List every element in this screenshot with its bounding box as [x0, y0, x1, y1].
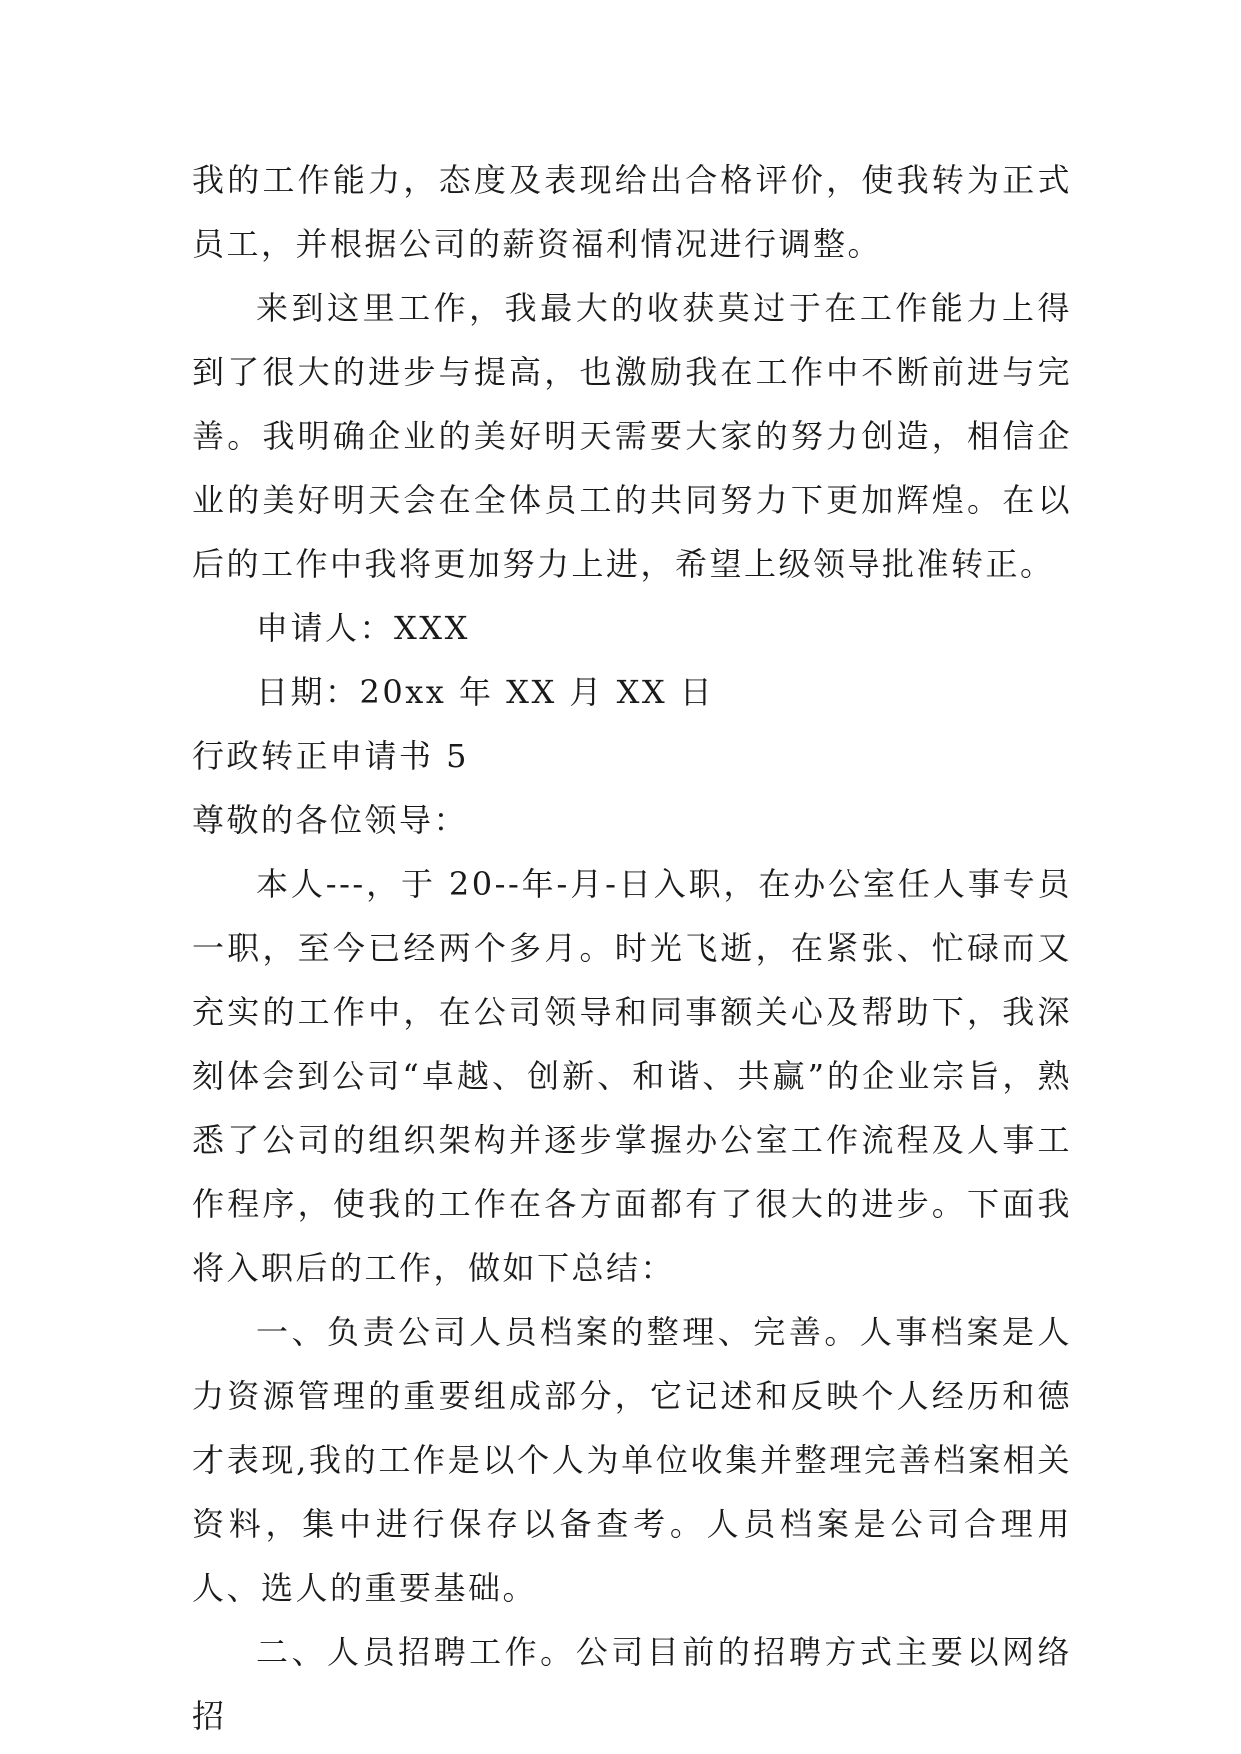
salutation: 尊敬的各位领导：	[192, 801, 469, 839]
applicant-line: 申请人：XXX	[256, 609, 470, 647]
paragraph-continuation: 我的工作能力，态度及表现给出合格评价，使我转为正式员工，并根据公司的薪资福利情况进行调整。	[192, 161, 1072, 263]
paragraph-intro: 本人---，于 20--年-月-日入职，在办公室任人事专员一职，至今已经两个多月。时光飞逝，在紧张、忙碌而又充实的工作中，在公司领导和同事额关心及帮助下，我深刻体会到公司“卓越、创新、和谐、共赢”的企业宗旨，熟悉了公司的组织架构并逐步掌握办公室工作流程及人事工作程序，使我的工作在各方面都有了很大的进步。下面我将入职后的工作，做如下总结：	[192, 865, 1072, 1287]
paragraph-gains: 来到这里工作，我最大的收获莫过于在工作能力上得到了很大的进步与提高，也激励我在工作中不断前进与完善。我明确企业的美好明天需要大家的努力创造，相信企业的美好明天会在全体员工的共同努力下更加辉煌。在以后的工作中我将更加努力上进，希望上级领导批准转正。	[192, 289, 1072, 583]
paragraph-recruitment: 二、人员招聘工作。公司目前的招聘方式主要以网络招	[192, 1633, 1072, 1735]
document-body	[192, 148, 1072, 1748]
date-line: 日期：20xx 年 XX 月 XX 日	[256, 673, 715, 711]
paragraph-archives: 一、负责公司人员档案的整理、完善。人事档案是人力资源管理的重要组成部分，它记述和反映个人经历和德才表现,我的工作是以个人为单位收集并整理完善档案相关资料，集中进行保存以备查考。人员档案是公司合理用人、选人的重要基础。	[192, 1313, 1072, 1607]
section-title: 行政转正申请书 5	[192, 737, 470, 775]
